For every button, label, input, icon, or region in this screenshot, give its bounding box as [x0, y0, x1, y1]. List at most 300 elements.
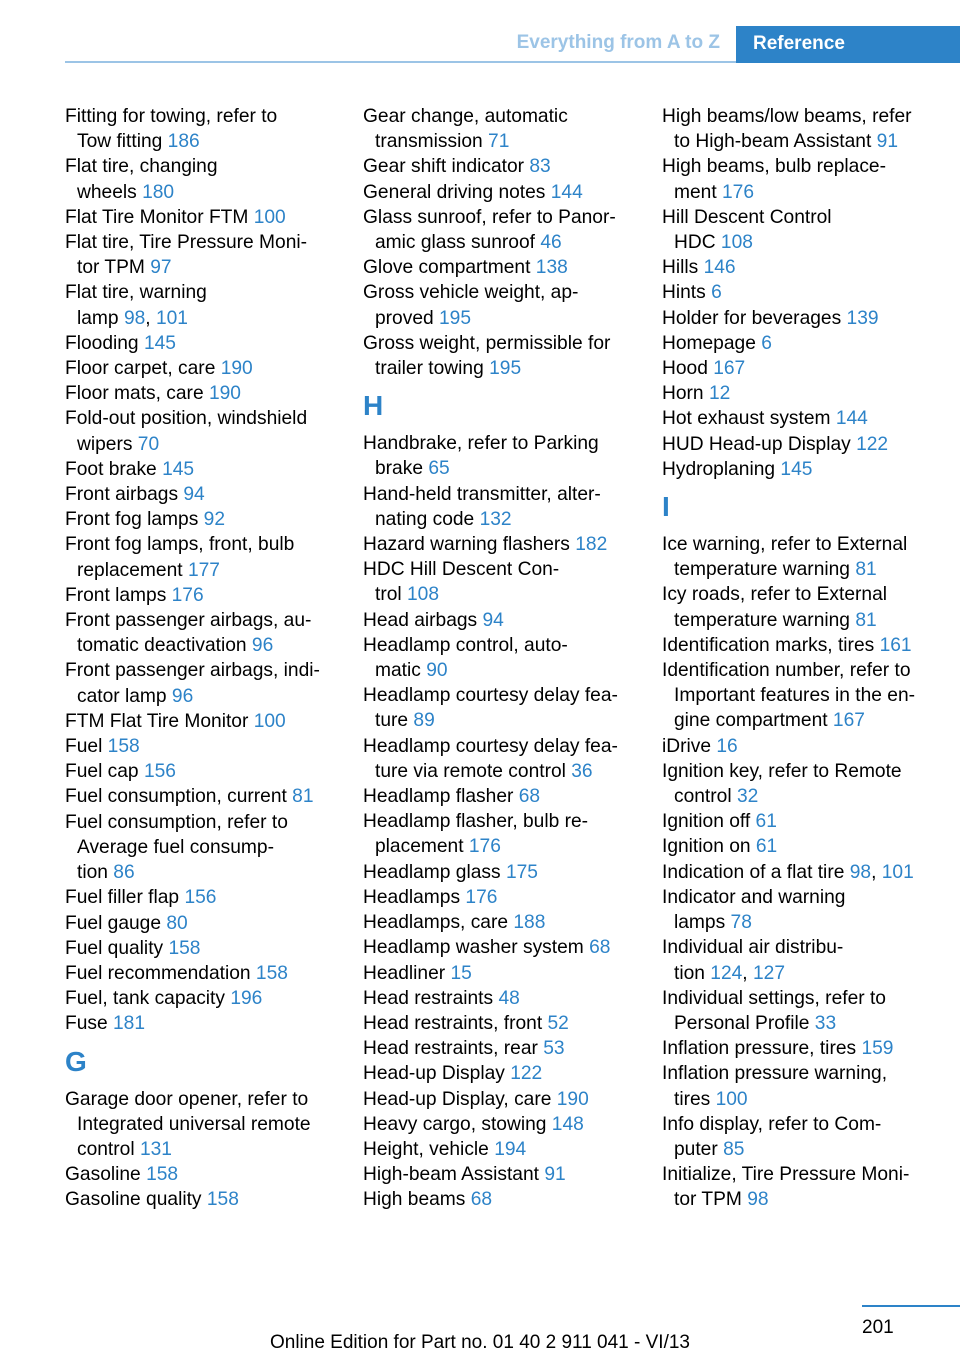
index-entry [65, 1187, 335, 1212]
index-entry-text: Fuel [65, 736, 103, 758]
index-entry-text: Head restraints, front [363, 1012, 543, 1034]
index-entry-text: control [674, 786, 732, 808]
index-entry [662, 457, 932, 482]
index-entry-text: temperature warning [674, 609, 850, 631]
index-entry [363, 1061, 633, 1086]
page-reference-link[interactable]: 195 [489, 358, 522, 380]
page-reference-link[interactable]: 61 [755, 811, 777, 833]
index-entry [662, 1061, 932, 1111]
page-reference-link[interactable]: 146 [703, 257, 736, 279]
header-tab-label: Reference [753, 33, 845, 54]
index-entry [363, 784, 633, 809]
index-entry [662, 532, 932, 582]
page-reference-link[interactable]: 158 [168, 937, 201, 959]
index-entry [363, 431, 633, 481]
page-reference-link[interactable]: 97 [150, 257, 172, 279]
index-entry-text: tor TPM [77, 257, 145, 279]
index-entry-text: High beams [363, 1189, 466, 1211]
page-reference-link[interactable]: 16 [716, 735, 738, 757]
index-entry-text: Inflation pressure, tires [662, 1038, 857, 1060]
page-reference-link[interactable]: 15 [450, 962, 472, 984]
index-entry-text: trailer towing [375, 358, 484, 380]
index-entry-text: Icy roads, refer to External [662, 584, 888, 606]
index-entry-text: Flat tire, warning [65, 282, 207, 304]
index-entry [363, 180, 633, 205]
index-entry-text: lamp [77, 307, 119, 329]
index-entry-text: Hills [662, 257, 699, 279]
index-entry [65, 507, 335, 532]
page-reference-link[interactable]: 78 [730, 912, 752, 934]
index-entry-text: Important features in the en- [674, 685, 916, 707]
index-entry [65, 658, 335, 708]
index-entry-text: Fuel, tank capacity [65, 988, 225, 1010]
index-entry-text: Head restraints, rear [363, 1038, 538, 1060]
page-reference-link[interactable]: 101 [881, 861, 914, 883]
page-reference-link[interactable]: 182 [575, 534, 608, 556]
index-entry-text: Floor mats, care [65, 383, 204, 405]
index-entry [662, 255, 932, 280]
page-reference-link[interactable]: 98 [123, 307, 146, 329]
header-section-title: Everything from A to Z [516, 32, 720, 53]
index-entry-text: Floor carpet, care [65, 358, 216, 380]
header-reference-tab [736, 26, 960, 63]
page-reference-link[interactable]: 81 [855, 559, 877, 581]
index-entry [363, 1036, 633, 1061]
page-reference-link[interactable]: 89 [413, 710, 435, 732]
index-entry-text: amic glass sunroof [375, 232, 535, 254]
page-reference-link[interactable]: 83 [529, 156, 551, 178]
index-entry-text: gine compartment [674, 710, 828, 732]
index-entry [662, 104, 932, 154]
index-entry-text: Inflation pressure warning, [662, 1063, 888, 1085]
index-entry [363, 683, 633, 733]
page-reference-link[interactable]: 144 [835, 408, 868, 430]
index-entry-text: Initialize, Tire Pressure Moni- [662, 1164, 910, 1186]
page-reference-link[interactable]: 122 [510, 1063, 543, 1085]
page-reference-link[interactable]: 190 [208, 383, 241, 405]
index-entry-text: Front fog lamps, front, bulb [65, 534, 295, 556]
index-entry-text: Individual air distribu- [662, 937, 844, 959]
index-entry-text: Gear change, automatic [363, 106, 568, 127]
index-entry [363, 331, 633, 381]
index-entry-text: Glass sunroof, refer to Panor- [363, 206, 616, 228]
page-reference-link[interactable]: 158 [206, 1189, 239, 1211]
page-reference-link[interactable]: 91 [876, 131, 898, 153]
index-entry [363, 154, 633, 179]
index-entry [65, 961, 335, 986]
page-reference-link[interactable]: 180 [142, 181, 175, 203]
index-entry-text: temperature warning [674, 559, 850, 581]
page-reference-link[interactable]: 33 [814, 1012, 837, 1034]
index-entry-text: Head restraints [363, 987, 494, 1009]
index-entry [363, 860, 633, 885]
index-entry-text: HDC Hill Descent Con- [363, 559, 560, 581]
index-entry [65, 1011, 335, 1036]
index-entry-text: Head-up Display, care [363, 1088, 552, 1110]
index-entry [363, 1137, 633, 1162]
page-reference-link[interactable]: 148 [551, 1113, 584, 1135]
index-entry [363, 885, 633, 910]
index-entry-text: Holder for beverages [662, 307, 842, 329]
index-entry [662, 331, 932, 356]
page-reference-link[interactable]: 176 [468, 836, 501, 858]
index-entry-text: tires [674, 1088, 711, 1110]
index-entry-text: Fuel recommendation [65, 962, 251, 984]
index-entry [65, 885, 335, 910]
index-entry [662, 381, 932, 406]
page-reference-link[interactable]: 139 [846, 307, 879, 329]
page-reference-link[interactable]: 145 [162, 458, 195, 480]
page-reference-link[interactable]: 91 [544, 1164, 566, 1186]
index-entry-text: Integrated universal remote [77, 1113, 311, 1135]
index-entry [65, 406, 335, 456]
page-reference-link[interactable]: 96 [251, 635, 274, 657]
index-entry [65, 734, 335, 759]
index-entry-text: Foot brake [65, 458, 157, 480]
index-entry-text: lamps [674, 912, 726, 934]
page-reference-link[interactable]: 186 [167, 131, 200, 153]
index-entry-text: Headlamp courtesy delay fea- [363, 735, 618, 757]
index-entry-text: nating code [375, 508, 475, 530]
index-entry [363, 104, 633, 154]
index-entry [363, 532, 633, 557]
page-reference-link[interactable]: 127 [752, 962, 785, 984]
page-reference-link[interactable]: 177 [187, 559, 220, 581]
index-entry-text: proved [375, 307, 434, 329]
page-reference-link[interactable]: 71 [488, 131, 510, 153]
page-reference-link[interactable]: 145 [143, 332, 176, 354]
index-entry [363, 1162, 633, 1187]
index-entry: Individual air distribu- tion 124, 127 [662, 937, 844, 984]
page-reference-link[interactable]: 61 [755, 836, 778, 858]
index-entry-text: tion [674, 962, 705, 984]
page-reference-link[interactable]: 175 [505, 861, 538, 883]
page-reference-link[interactable]: 81 [855, 609, 877, 631]
index-entry-text: Fuel cap [65, 761, 139, 783]
index-entry [65, 230, 335, 280]
index-entry-text: to High-beam Assistant [674, 131, 872, 153]
index-entry-text: brake [375, 458, 423, 480]
index-entry-text: Headlamp flasher [363, 786, 514, 808]
index-entry-text: Fuse [65, 1013, 108, 1035]
index-entry [65, 532, 335, 582]
index-entry [363, 935, 633, 960]
index-entry [65, 381, 335, 406]
page-reference-link[interactable]: 138 [535, 257, 568, 279]
index-entry-text: Ignition off [662, 811, 751, 833]
page-reference-link[interactable]: 131 [139, 1138, 172, 1160]
page-reference-link[interactable]: 100 [715, 1088, 748, 1110]
index-entry [363, 1087, 633, 1112]
index-entry [65, 1162, 335, 1187]
index-entry [65, 331, 335, 356]
index-entry-text: Headlamp courtesy delay fea- [363, 685, 618, 707]
index-entry-text: Ignition key, refer to Remote [662, 760, 902, 782]
index-entry-text: Gross weight, permissible for [363, 332, 611, 354]
index-entry-text: ture via remote control [375, 760, 566, 782]
index-entry [65, 583, 335, 608]
index-entry-text: Flooding [65, 332, 139, 354]
page-reference-link[interactable]: 80 [166, 912, 188, 934]
index-entry-text: iDrive [662, 735, 712, 757]
page-reference-link[interactable]: 158 [146, 1164, 179, 1186]
index-entry [662, 1112, 932, 1162]
index-entry-text: Front passenger airbags, indi- [65, 660, 320, 682]
index-entry-text: Gasoline [65, 1164, 141, 1186]
page-reference-link[interactable]: 100 [253, 206, 286, 228]
index-entry-text: ment [674, 181, 717, 203]
page-reference-link[interactable]: 96 [171, 685, 194, 707]
index-entry [662, 633, 932, 658]
index-entry: Flat tire, warning lamp 98, 101 [65, 282, 207, 329]
page-reference-link[interactable]: 32 [736, 786, 759, 808]
page-reference-link[interactable]: 98 [747, 1189, 769, 1211]
index-entry-text: Head-up Display [363, 1063, 505, 1085]
index-entry-text: Gasoline quality [65, 1189, 202, 1211]
index-entry [363, 734, 633, 784]
index-entry [65, 457, 335, 482]
page-reference-link[interactable]: 108 [407, 584, 440, 606]
index-entry-text: Fitting for towing, refer to [65, 106, 278, 127]
index-entry-text: Identification number, refer to [662, 660, 911, 682]
page-reference-link[interactable]: 70 [137, 433, 160, 455]
index-entry [662, 759, 932, 809]
index-entry-text: Fuel consumption, current [65, 786, 287, 808]
index-entry [65, 356, 335, 381]
index-entry [65, 759, 335, 784]
index-entry-text: Headlamps [363, 886, 461, 908]
page-reference-link[interactable]: 6 [711, 282, 722, 304]
index-entry-text: Fuel filler flap [65, 887, 180, 909]
index-entry-text: puter [674, 1138, 718, 1160]
page-reference-link[interactable]: 161 [879, 634, 912, 656]
page-reference-link[interactable]: 98 [849, 861, 872, 883]
index-entry-text: Info display, refer to Com- [662, 1113, 882, 1135]
index-entry-text: Handbrake, refer to Parking [363, 433, 599, 455]
page-reference-link[interactable]: 6 [761, 332, 772, 354]
page-number: 201 [862, 1317, 894, 1338]
page-reference-link[interactable]: 194 [494, 1138, 527, 1160]
page-reference-link[interactable]: 144 [550, 181, 583, 203]
index-entry-text: Headlamp flasher, bulb re- [363, 811, 589, 833]
index-entry [662, 432, 932, 457]
page-reference-link[interactable]: 36 [571, 760, 593, 782]
index-entry-text: Indicator and warning [662, 886, 846, 908]
index-entry [65, 608, 335, 658]
index-entry-text: Gross vehicle weight, ap- [363, 282, 579, 304]
index-entry-text: Front lamps [65, 584, 167, 606]
page-reference-link[interactable]: 158 [107, 736, 140, 758]
page-reference-link[interactable]: 52 [547, 1012, 569, 1034]
index-entry [363, 961, 633, 986]
index-entry [65, 154, 335, 204]
index-entry-text: Hazard warning flashers [363, 534, 570, 556]
index-entry-text: transmission [375, 131, 483, 153]
index-entry-text: Hand-held transmitter, alter- [363, 483, 601, 505]
index-entry-text: HUD Head-up Display [662, 433, 851, 455]
page-reference-link[interactable]: 12 [708, 383, 731, 405]
page-reference-link[interactable]: 68 [470, 1189, 493, 1211]
index-entry [363, 986, 633, 1011]
index-entry [65, 205, 335, 230]
index-entry-text: High beams, bulb replace- [662, 156, 886, 178]
page-reference-link[interactable]: 81 [292, 786, 314, 808]
index-entry-text: Indication of a flat tire [662, 861, 845, 883]
index-entry-text: matic [375, 660, 421, 682]
page-reference-link[interactable]: 92 [203, 509, 225, 531]
index-entry [363, 910, 633, 935]
index-entry-text: Garage door opener, refer to [65, 1088, 309, 1110]
page-reference-link[interactable]: 108 [720, 232, 753, 254]
index-entry-text: tion [77, 862, 108, 884]
page-reference-link[interactable]: 101 [155, 307, 188, 329]
index-column-3 [662, 104, 932, 1213]
index-entry-text: Fuel gauge [65, 912, 162, 934]
index-entry-text: Average fuel consump- [77, 836, 274, 858]
index-entry [363, 280, 633, 330]
index-entry-text: Front fog lamps [65, 509, 199, 531]
index-entry-text: Headliner [363, 962, 446, 984]
page-reference-link[interactable]: 85 [723, 1138, 745, 1160]
page-reference-link[interactable]: 190 [220, 358, 253, 380]
index-entry [662, 582, 932, 632]
page-reference-link[interactable]: 176 [465, 886, 498, 908]
index-entry [662, 1036, 932, 1061]
index-entry-text: Hints [662, 282, 706, 304]
index-entry-text: tor TPM [674, 1189, 742, 1211]
header-section-bar [0, 29, 736, 63]
index-entry-text: Ice warning, refer to External [662, 534, 908, 556]
page-reference-link[interactable]: 53 [543, 1038, 565, 1060]
page-number-rule [862, 1305, 960, 1307]
page-reference-link[interactable]: 122 [856, 433, 889, 455]
index-entry [662, 154, 932, 204]
index-entry-text: Headlamp control, auto- [363, 634, 568, 656]
index-entry-text: Gear shift indicator [363, 156, 525, 178]
index-entry-text: Flat tire, changing [65, 156, 218, 178]
page-reference-link[interactable]: 94 [482, 609, 504, 631]
index-entry-text: General driving notes [363, 181, 546, 203]
index-entry-text: High beams/low beams, refer [662, 106, 912, 127]
index-entry [662, 205, 932, 255]
index-entry-text: FTM Flat Tire Monitor [65, 710, 249, 732]
page-reference-link[interactable]: 100 [253, 710, 286, 732]
index-entry-text: Glove compartment [363, 257, 531, 279]
index-entry-text: control [77, 1138, 135, 1160]
index-entry-text: Personal Profile [674, 1012, 810, 1034]
index-entry [662, 734, 932, 759]
index-entry-text: tomatic deactivation [77, 635, 247, 657]
index-column-1 [65, 104, 335, 1213]
page-reference-link[interactable]: 48 [498, 987, 520, 1009]
page-reference-link[interactable]: 68 [589, 937, 611, 959]
page-reference-link[interactable]: 181 [113, 1013, 146, 1035]
index-entry [363, 205, 633, 255]
index-entry-text: Hood [662, 358, 708, 380]
header-divider [65, 61, 736, 63]
index-entry-text: Homepage [662, 332, 756, 354]
index-entry [65, 784, 335, 809]
index-entry-text: Identification marks, tires [662, 634, 875, 656]
index-entry-text: Head airbags [363, 609, 478, 631]
index-entry [662, 306, 932, 331]
index-entry [662, 986, 932, 1036]
page-reference-link[interactable]: 159 [861, 1038, 894, 1060]
index-entry-text: Tow fitting [77, 131, 163, 153]
section-letter: I [662, 491, 670, 523]
index-entry [363, 608, 633, 633]
page-reference-link[interactable]: 94 [183, 484, 205, 506]
index-entry [662, 280, 932, 305]
index-entry [662, 885, 932, 935]
index-entry-text: HDC [674, 232, 716, 254]
index-entry-text: Ignition on [662, 836, 751, 858]
page-reference-link[interactable]: 145 [780, 458, 813, 480]
page-reference-link[interactable]: 65 [428, 458, 450, 480]
page-reference-link[interactable]: 167 [832, 710, 865, 732]
index-entry: Indication of a flat tire 98, 101 [662, 861, 914, 883]
index-entry [662, 658, 932, 734]
page-reference-link[interactable]: 196 [230, 988, 263, 1010]
index-entry-text: replacement [77, 559, 183, 581]
index-entry-text: cator lamp [77, 685, 167, 707]
index-entry-text: ture [375, 710, 409, 732]
index-entry-text: Hot exhaust system [662, 408, 831, 430]
page-reference-link[interactable]: 195 [439, 307, 472, 329]
index-entry-text: Flat Tire Monitor FTM [65, 206, 249, 228]
index-entry-text: Fuel consumption, refer to [65, 811, 288, 833]
section-letter: G [65, 1045, 87, 1077]
index-entry-text: Fuel quality [65, 937, 164, 959]
index-entry-text: trol [375, 584, 402, 606]
index-entry [363, 557, 633, 607]
page-reference-link[interactable]: 86 [113, 862, 135, 884]
page-reference-link[interactable]: 190 [556, 1088, 589, 1110]
index-entry [65, 482, 335, 507]
index-entry-text: wheels [77, 181, 137, 203]
page-reference-link[interactable]: 158 [255, 962, 288, 984]
footer-edition-note: Online Edition for Part no. 01 40 2 911 041 - VI/13 [269, 1332, 691, 1353]
page-reference-link[interactable]: 90 [426, 660, 448, 682]
index-entry-text: Individual settings, refer to [662, 987, 886, 1009]
index-entry [363, 1187, 633, 1212]
index-entry-text: Heavy cargo, stowing [363, 1113, 547, 1135]
page-reference-link[interactable]: 156 [143, 761, 176, 783]
index-entry [363, 1011, 633, 1036]
page-reference-link[interactable]: 132 [479, 508, 512, 530]
index-entry-text: Front passenger airbags, au- [65, 610, 312, 632]
page-reference-link[interactable]: 167 [713, 358, 746, 380]
index-entry-text: wipers [77, 433, 133, 455]
page-reference-link[interactable]: 68 [518, 786, 541, 808]
page-reference-link[interactable]: 176 [171, 584, 204, 606]
index-entry [363, 1112, 633, 1137]
index-entry [662, 834, 932, 859]
page-reference-link[interactable]: 46 [540, 232, 562, 254]
page-reference-link[interactable]: 188 [513, 912, 546, 934]
index-entry-text: Horn [662, 383, 704, 405]
index-entry [65, 709, 335, 734]
page-reference-link[interactable]: 156 [184, 887, 217, 909]
page-reference-link[interactable]: 124 [710, 962, 743, 984]
page-reference-link[interactable]: 176 [722, 181, 755, 203]
index-entry-text: Hydroplaning [662, 458, 776, 480]
index-entry [65, 936, 335, 961]
index-entry [363, 633, 633, 683]
index-entry [363, 482, 633, 532]
index-entry-text: Headlamp washer system [363, 937, 584, 959]
index-entry-text: Headlamps, care [363, 912, 509, 934]
